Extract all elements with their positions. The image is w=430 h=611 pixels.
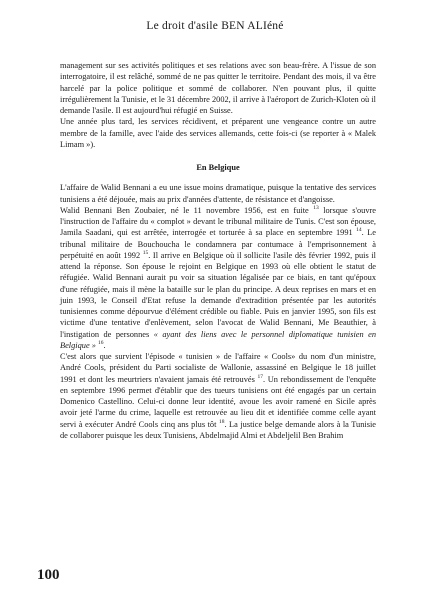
footnote-ref: 13 xyxy=(313,204,319,211)
text-run: . Il arrive en Belgique où il sollicite l'asile dès février 1992, puis il attend la réponse. Son épouse le rejoint en Belgique en 1993 où elle obtient le statut de réfugiée. Walid Bennani aurait pu voir sa situation légalisée par ce biais, en tant qu'époux d'une réfugiée, mais il mène la bataille sur le plan du principe. A deux reprises en mars et en juin 1993, le Conseil d'Etat refuse la demande d'extradition présentée par les autorités tunisiennes comme dépourvue d'élément crédible ou fiable. Puis en janvier 1995, son fils est victime d'une tentative d'enlèvement, selon l'avocat de Walid Bennani, Me Beauthier, à l'instigation de personnes xyxy=(60,250,376,339)
running-header: Le droit d'asile BEN ALIéné xyxy=(146,20,284,32)
body-text xyxy=(60,60,376,441)
text-run: . Le tribunal militaire de Bouchoucha le condamnera par contumace à l'emprisonnement à perpétuité en août 1992 xyxy=(60,228,376,260)
paragraph: Une année plus tard, les services récidivent, et préparent une vengeance contre un autre membre de la famille, avec l'aide des services allemands, cette fois-ci (se reporter à « Malek Limam »). xyxy=(60,117,376,149)
page-number: 100 xyxy=(37,567,60,583)
footnote-ref: 14 xyxy=(356,227,362,234)
footnote-ref: 17 xyxy=(257,373,263,380)
footnote-ref: 15 xyxy=(142,249,149,256)
footnote-ref: 18 xyxy=(218,418,225,425)
text-run: lorsque s'ouvre l'instruction de l'affaire du « complot » devant le tribunal militaire de Tunis. C'est son épouse, Jamila Saadani, qui est arrêtée, interrogée et torturée à sa place en septembre 1991 xyxy=(60,205,376,238)
paragraph: management sur ses activités politiques et ses relations avec son beau-frère. A l'issue de son interrogatoire, il est relâché, sommé de ne pas quitter le territoire. Pendant des mois, il va être harcelé par la police politique et sommé de collaborer. N'en pouvant plus, il quitte irrégulièrement la Tunisie, et le 31 décembre 2002, il arrive à l'aéroport de Zurich-Kloten où il demande l'asile. Il est aujourd'hui réfugié en Suisse. xyxy=(60,61,376,115)
paragraph: L'affaire de Walid Bennani a eu une issue moins dramatique, puisque la tentative des services tunisiens a été déjouée, mais au prix d'années d'attente, de résistance et d'angoisse. xyxy=(60,183,376,204)
text-run: C'est alors que survient l'épisode « tunisien » de l'affaire « Cools» du nom d'un ministre, André Cools, président du Parti socialiste de Wallonie, assassiné en Belgique le 18 juillet 1991 et dont les meurtriers n'avaient jamais été retrouvés xyxy=(60,352,376,384)
paragraph xyxy=(60,205,376,351)
section-heading: En Belgique xyxy=(196,163,240,172)
text-run: Walid Bennani Ben Zoubaier, né le 11 novembre 1956, est en fuite xyxy=(60,205,314,215)
text-run: . Un rebondissement de l'enquête en septembre 1996 permet d'établir que des tueurs tunisiens ont été engagés par un certain Domenico Castellino. Celui-ci donne leur identité, avoue les avoir ramené en Sicile après avoir jeté l'arme du crime, laquelle est retrouvée au lieu dit et identifiée comme celle ayant servi à exécuter André Cools cinq ans plus tôt xyxy=(60,374,376,429)
text-run: . xyxy=(103,340,106,350)
footnote-ref: 16 xyxy=(98,339,104,346)
quoted-text: « ayant des liens avec le personnel diplomatique tunisien en Belgique » xyxy=(60,329,376,350)
paragraph xyxy=(60,351,376,441)
text-run: . La justice belge demande alors à la Tunisie de collaborer puisque les deux Tunisiens, Abdelmajid Almi et Abdeljelil Ben Brahim xyxy=(60,419,376,440)
